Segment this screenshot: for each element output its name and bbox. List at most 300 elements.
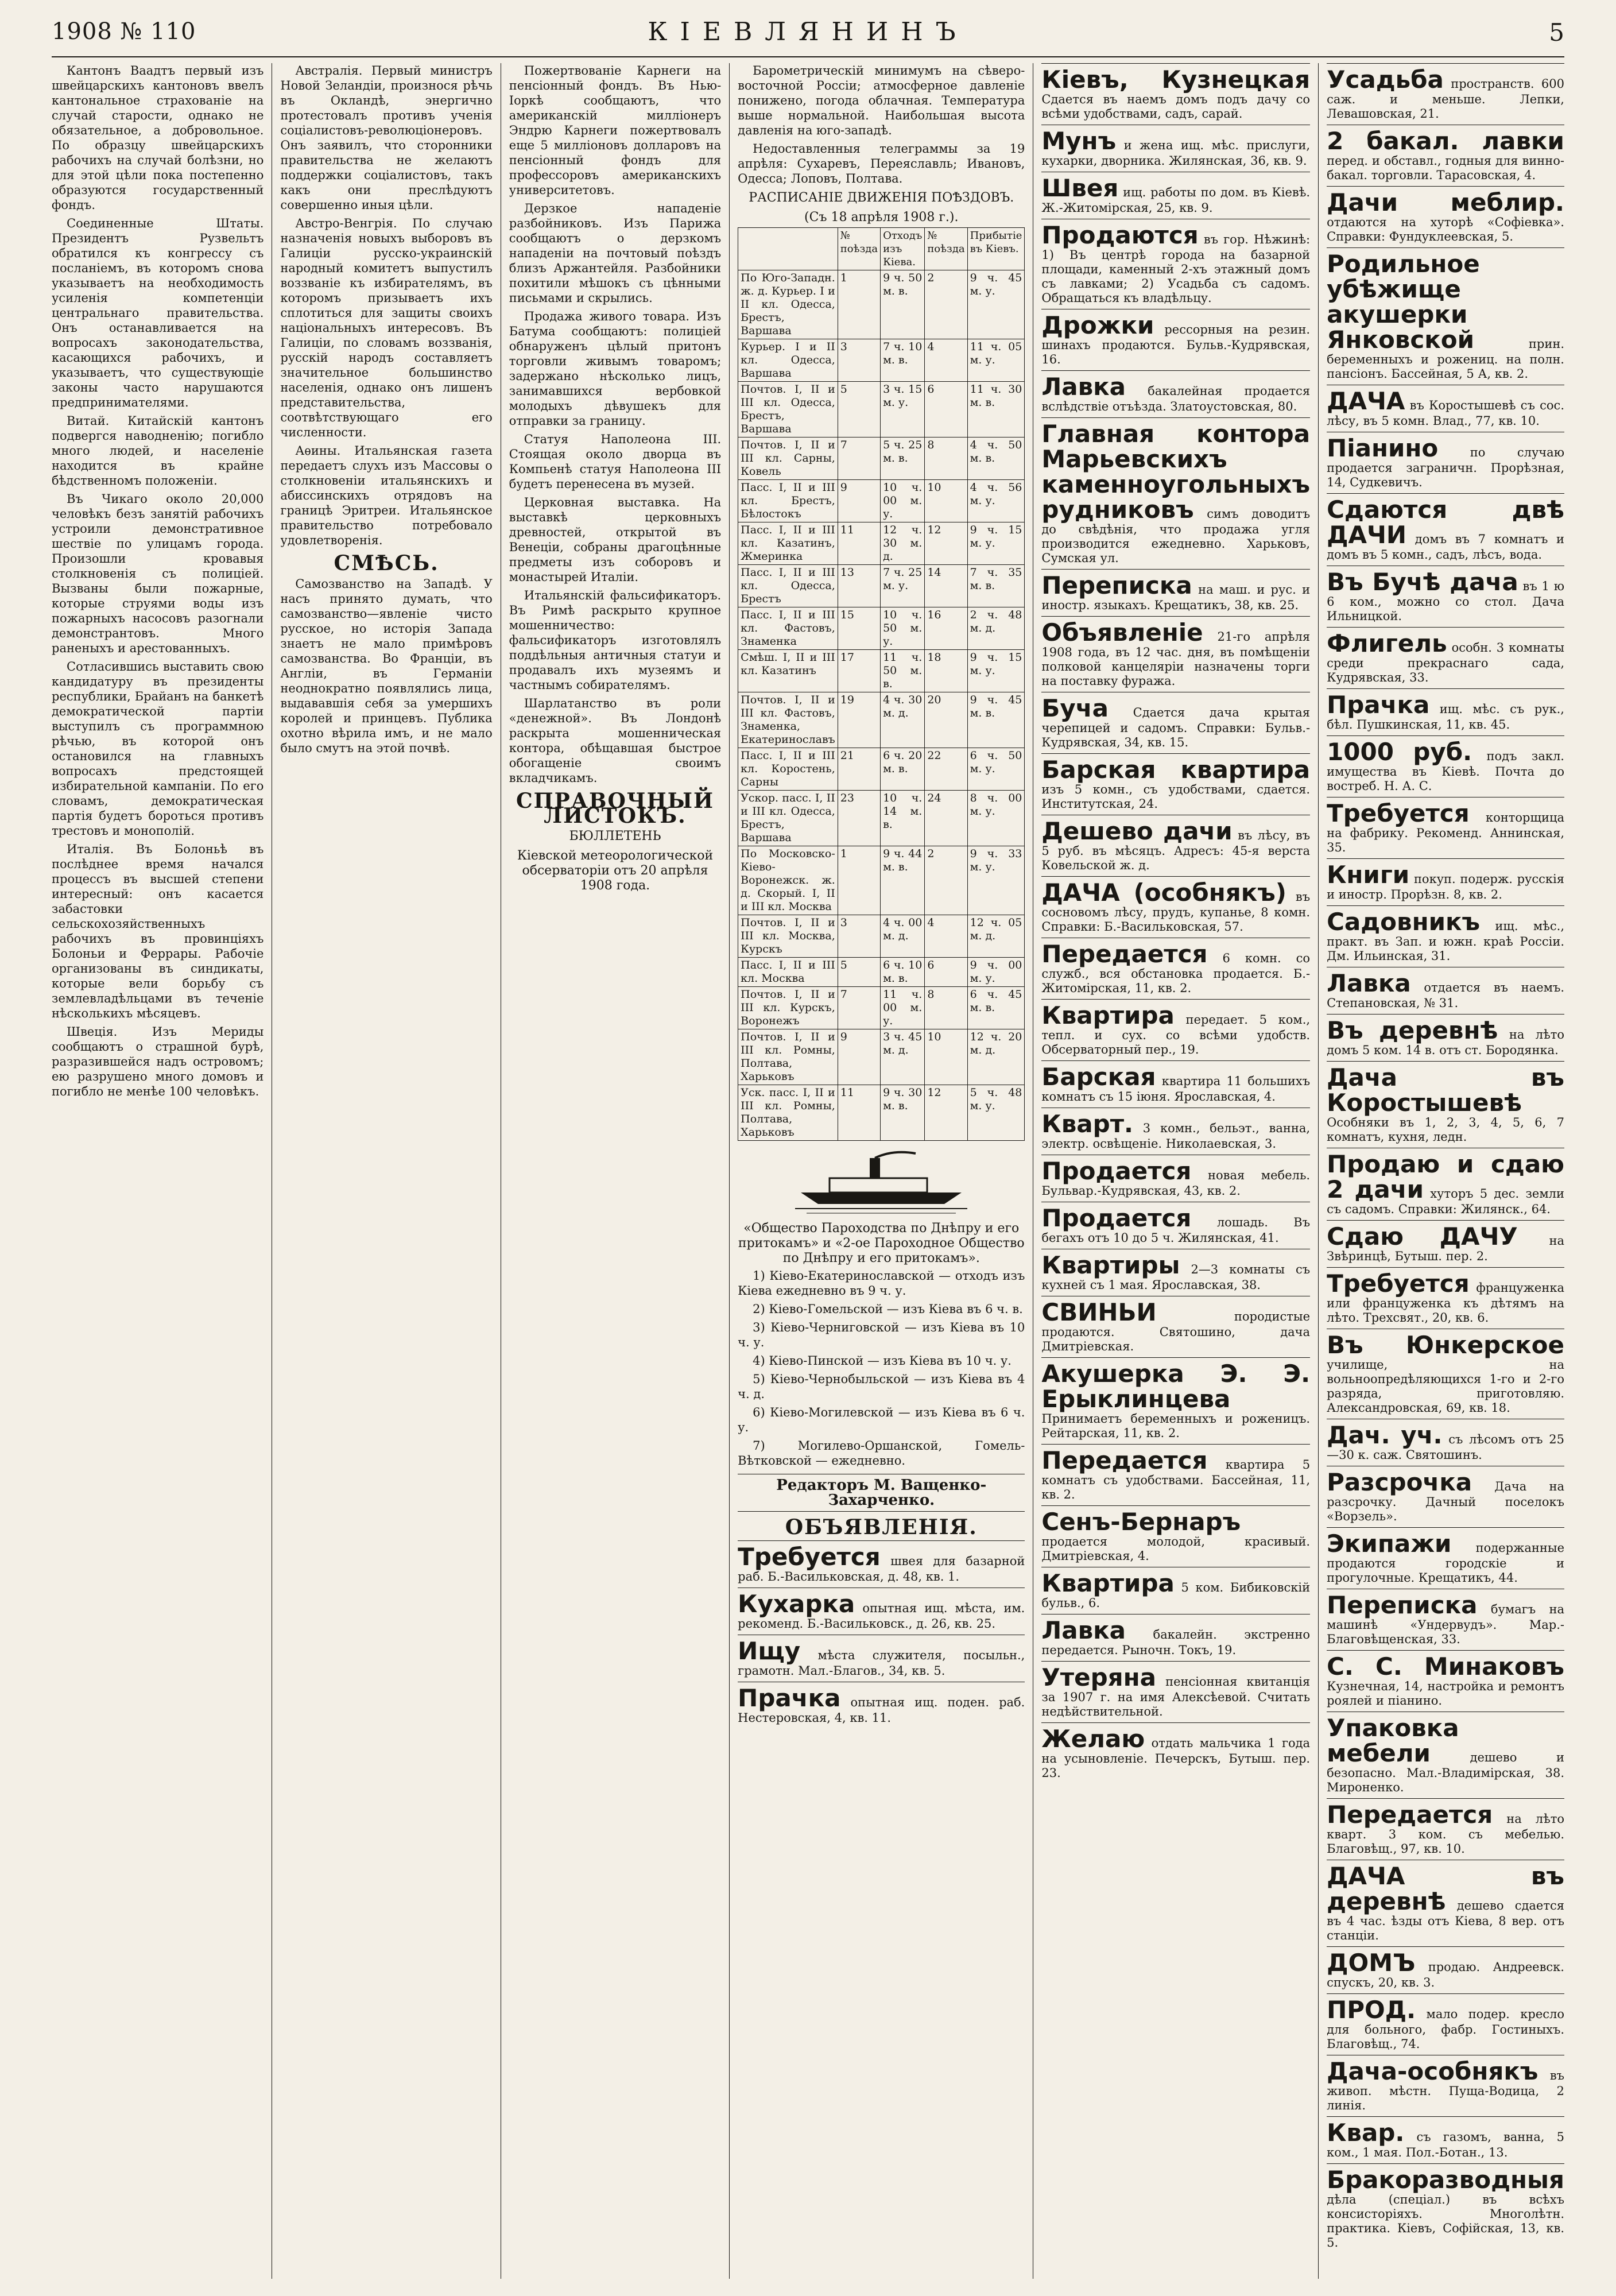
ad-headline: 1000 руб. bbox=[1327, 738, 1472, 766]
timetable-cell: 11 ч. 50 м. в. bbox=[881, 650, 925, 692]
classified-ad bbox=[1041, 1296, 1310, 1357]
classified-ad bbox=[738, 1635, 1025, 1682]
bulletin-label: БЮЛЛЕТЕНЬ bbox=[569, 829, 661, 843]
classified-ad bbox=[1327, 1329, 1564, 1419]
ad-headline: ПРОД. bbox=[1327, 1996, 1416, 2024]
timetable-row bbox=[738, 339, 1025, 382]
timetable-cell: 14 bbox=[925, 565, 967, 607]
timetable-cell: 1 bbox=[838, 270, 880, 339]
timetable-cell: Пасс. I, II и III кл. Казатинъ, Жмеринка bbox=[738, 522, 838, 565]
ad-text: и жена ищ. мѣс. прислуги, кухарки, дворника. Жилянская, 36, кв. 9. bbox=[1041, 138, 1311, 168]
timetable-cell: 9 bbox=[838, 1029, 880, 1085]
ad-headline: Сдаются двѣ ДАЧИ bbox=[1327, 495, 1564, 549]
ad-text: отдать мальчика 1 года на усыновленіе. Печерскъ, Бутыш. пер. 23. bbox=[1041, 1736, 1311, 1780]
ad-text: рессорныя на резин. шинахъ продаются. Бульв.-Кудрявская, 16. bbox=[1041, 323, 1311, 366]
article-paragraph: Шарлатанство въ роли «денежной». Въ Лондонѣ раскрыта мошенническая контора, обѣщавшая быстрое обогащеніе своимъ вкладчикамъ. bbox=[509, 696, 722, 785]
ad-headline: Кварт. bbox=[1041, 1110, 1133, 1138]
ad-text: передает. 5 ком., тепл. и сух. со всѣми удобств. Обсерваторный пер., 19. bbox=[1041, 1013, 1311, 1056]
ad-headline: Въ деревнѣ bbox=[1327, 1016, 1498, 1044]
timetable-row bbox=[738, 958, 1025, 987]
timetable-row bbox=[738, 791, 1025, 846]
classified-ad bbox=[1041, 876, 1310, 938]
timetable-cell: 15 bbox=[838, 607, 880, 650]
timetable-cell: 4 bbox=[925, 339, 967, 382]
steamer-route: 1) Кіево-Екатеринославской — отходъ изъ Кіева ежедневно въ 9 ч. у. bbox=[738, 1269, 1025, 1298]
newspaper-title: КІЕВЛЯНИНЪ bbox=[648, 17, 968, 47]
timetable-cell: 11 bbox=[838, 1085, 880, 1141]
column-6 bbox=[1318, 63, 1564, 2279]
ad-text: Кузнечная, 14, настройка и ремонтъ роялей и піанино. bbox=[1327, 1679, 1564, 1708]
ad-text: дешево сдается въ 4 час. ѣзды отъ Кіева, 8 вер. отъ станціи. bbox=[1327, 1899, 1564, 1942]
timetable-cell: Пасс. I, II и III кл. Москва bbox=[738, 958, 838, 987]
ad-headline: ДАЧА (особнякъ) bbox=[1041, 878, 1286, 907]
timetable-cell: 10 bbox=[925, 480, 967, 522]
steamer-title: «Общество Пароходства по Днѣпру и его притокамъ» и «2-ое Пароходное Общество по Днѣпру и его притокамъ». bbox=[738, 1221, 1025, 1265]
classified-ad bbox=[1041, 219, 1310, 309]
ad-text: дѣла (спеціал.) въ всѣхъ консисторіяхъ. Многолѣтн. практика. Кіевъ, Софійская, 13, кв. 5. bbox=[1327, 2193, 1564, 2249]
ad-text: бумагъ на машинѣ «Ундервудъ». Мар.-Благовѣщенская, 33. bbox=[1327, 1602, 1564, 1646]
ad-headline: Барская bbox=[1041, 1063, 1156, 1091]
ad-headline: Книги bbox=[1327, 861, 1410, 889]
reference-heading: СПРАВОЧНЫЙ ЛИСТОКЪ. bbox=[516, 789, 714, 828]
classified-ad bbox=[1041, 1202, 1310, 1249]
classified-ad bbox=[1327, 1712, 1564, 1798]
timetable-cell: 2 bbox=[925, 846, 967, 915]
classified-ad bbox=[1041, 692, 1310, 753]
timetable-cell: 9 bbox=[838, 480, 880, 522]
ad-headline: Продается bbox=[1041, 1157, 1192, 1185]
classified-ad bbox=[1327, 1061, 1564, 1148]
timetable-cell: 11 ч. 30 м. в. bbox=[967, 382, 1025, 437]
timetable-cell: 10 bbox=[925, 1029, 967, 1085]
ad-text: бакалейная продается вслѣдствіе отъѣзда. Златоустовская, 80. bbox=[1041, 384, 1311, 413]
timetable-cell: 8 ч. 00 м. у. bbox=[967, 791, 1025, 846]
ad-text: опытная ищ. мѣста, им. рекоменд. Б.-Васильковск., д. 26, кв. 25. bbox=[738, 1601, 1025, 1631]
timetable-cell: 11 ч. 05 м. у. bbox=[967, 339, 1025, 382]
classified-ad bbox=[1327, 1860, 1564, 1946]
timetable-cell: 3 bbox=[838, 915, 880, 958]
ad-headline: Главная контора Марьевскихъ каменноугольныхъ рудниковъ bbox=[1041, 420, 1311, 524]
timetable-row bbox=[738, 1029, 1025, 1085]
header-rule bbox=[52, 56, 1564, 57]
timetable-cell: 7 bbox=[838, 987, 880, 1029]
ad-text: перед. и обставл., годныя для винно-бакал. торговли. Тарасовская, 4. bbox=[1327, 154, 1564, 182]
ad-text: на лѣто кварт. 3 ком. съ мебелью. Благовѣщ., 97, кв. 10. bbox=[1327, 1812, 1564, 1856]
ad-headline: Квартиры bbox=[1041, 1251, 1180, 1279]
timetable-row bbox=[738, 1085, 1025, 1141]
steamer-route: 4) Кіево-Пинской — изъ Кіева въ 10 ч. у. bbox=[753, 1354, 1012, 1368]
ads-heading: ОБЪЯВЛЕНІЯ. bbox=[785, 1515, 978, 1539]
observatory-label: Кіевской метеорологической обсерваторіи отъ 20 апрѣля 1908 года. bbox=[517, 849, 714, 893]
ad-headline: Бракоразводныя bbox=[1327, 2166, 1564, 2194]
timetable-cell: 5 bbox=[838, 382, 880, 437]
timetable-cell: 12 bbox=[925, 522, 967, 565]
ad-headline: Прачка bbox=[1327, 691, 1430, 719]
ad-text: ищ. мѣс. съ рук., бѣл. Пушкинская, 11, кв. 45. bbox=[1327, 702, 1564, 731]
classified-ad bbox=[1327, 858, 1564, 905]
timetable-row bbox=[738, 607, 1025, 650]
ad-text: Принимаетъ беременныхъ и роженицъ. Рейтарская, 11, кв. 2. bbox=[1041, 1412, 1311, 1440]
ad-headline: Лавка bbox=[1041, 373, 1126, 401]
classified-ad bbox=[1327, 735, 1564, 797]
ad-headline: Дач. уч. bbox=[1327, 1421, 1443, 1449]
ad-headline: Прачка bbox=[738, 1684, 841, 1712]
timetable-cell: 21 bbox=[838, 748, 880, 791]
column-1 bbox=[52, 63, 272, 2279]
ad-headline: Кухарка bbox=[738, 1590, 855, 1618]
ad-text: въ лѣсу, въ 5 руб. въ мѣсяцъ. Адресъ: 45-я верста Ковельской ж. д. bbox=[1041, 828, 1311, 872]
ad-text: съ газомъ, ванна, 5 ком., 1 мая. Пол.-Ботан., 13. bbox=[1327, 2130, 1564, 2159]
ad-text: швея для базарной раб. Б.-Васильковская, д. 48, кв. 1. bbox=[738, 1554, 1025, 1583]
timetable-cell: 9 ч. 45 м. в. bbox=[967, 692, 1025, 748]
classified-ad bbox=[1041, 1444, 1310, 1505]
ad-text: отдаются на хуторѣ «Софіевка». Справки: Фундуклеевская, 5. bbox=[1327, 215, 1564, 243]
classified-ad bbox=[1041, 172, 1310, 219]
timetable-cell: 4 bbox=[925, 915, 967, 958]
classified-ad bbox=[1327, 2163, 1564, 2254]
timetable-row bbox=[738, 748, 1025, 791]
ad-headline: Усадьба bbox=[1327, 65, 1444, 94]
article-paragraph: Самозванство на Западѣ. У насъ принято думать, что самозванство—явленіе чисто русское, но исторія Запада знаетъ не мало примѣровъ самозванства. Во Франціи, въ Англіи, въ Германіи неоднократно появлялись лица, выдававшія себя за умершихъ королей и принцевъ. Публика охотно вѣрила имъ, и не мало было смутъ на этой почвѣ. bbox=[280, 577, 493, 755]
ad-headline: Передается bbox=[1041, 1446, 1208, 1474]
ad-text: въ гор. Нѣжинѣ: 1) Въ центрѣ города на базарной площади, каменный 2-хъ этажный домъ съ лавками; 2) Усадьба съ садомъ. Обращаться къ владѣльцу. bbox=[1041, 233, 1311, 305]
ad-text: мѣста служителя, посыльн., грамотн. Мал.-Благов., 34, кв. 5. bbox=[738, 1648, 1025, 1678]
timetable-cell: 5 ч. 48 м. у. bbox=[967, 1085, 1025, 1141]
timetable-cell: 9 ч. 30 м. в. bbox=[881, 1085, 925, 1141]
ad-text: на Звѣринцѣ, Бутыш. пер. 2. bbox=[1327, 1234, 1564, 1263]
classified-ad bbox=[1041, 1614, 1310, 1661]
section-heading: СМѢСЬ. bbox=[334, 551, 439, 575]
ad-text: прин. беременныхъ и рожениц. на полн. пансіонъ. Бассейная, 5 А, кв. 2. bbox=[1327, 337, 1564, 381]
timetable-cell: 4 ч. 50 м. в. bbox=[967, 437, 1025, 480]
ad-headline: Кіевъ, Кузнецкая bbox=[1041, 65, 1311, 94]
classified-ad bbox=[1041, 1722, 1310, 1784]
timetable-cell: 3 ч. 45 м. д. bbox=[881, 1029, 925, 1085]
article-paragraph: Пожертвованіе Карнеги на пенсіонный фондъ. Въ Нью-Іоркѣ сообщаютъ, что американскій милліонеръ Эндрю Карнеги пожертвовалъ еще 5 милліоновъ долларовъ на пенсіонный фондъ для профессоровъ американскихъ университетовъ. bbox=[509, 64, 722, 197]
article-paragraph: Въ Чикаго около 20,000 человѣкъ безъ занятій рабочихъ устроили демонстративное шествіе по улицамъ города. Произошли кровавыя столкновенія съ полиціей. Вызваны были пожарные, которые струями воды изъ пожарныхъ насосовъ разогнали демонстрантовъ. Много раненыхъ и арестованныхъ. bbox=[52, 492, 264, 655]
timetable-cell: Почтов. I, II и III кл. Москва, Курскъ bbox=[738, 915, 838, 958]
ad-headline: Піанино bbox=[1327, 434, 1439, 462]
article-paragraph: Итальянскій фальсификаторъ. Въ Римѣ раскрыто крупное мошенничество: фальсификаторъ изготовлялъ поддѣльныя античныя статуи и продавалъ ихъ музеямъ и частнымъ собирателямъ. bbox=[509, 588, 722, 692]
timetable-row bbox=[738, 270, 1025, 339]
classified-ad bbox=[1327, 905, 1564, 967]
ad-headline: Ищу bbox=[738, 1637, 801, 1665]
article-paragraph: Аѳины. Итальянская газета передаетъ слухъ изъ Массовы о столкновеніи итальянскихъ и абиссинскихъ отрядовъ на границѣ Эритреи. Итальянское правительство потребовало удовлетворенія. bbox=[280, 444, 493, 547]
article-paragraph: Австралія. Первый министръ Новой Зеландіи, произнося рѣчь въ Окландѣ, энергично протестовалъ противъ ученія соціалистовъ-революціонеровъ. Онъ заявилъ, что сторонники правительства не желаютъ поддержки соціалистовъ, такъ какъ они преслѣдуютъ совершенно иныя цѣли. bbox=[280, 64, 493, 212]
timetable-header: № поѣзда bbox=[838, 228, 880, 270]
timetable-row bbox=[738, 915, 1025, 958]
classified-ad bbox=[1041, 63, 1310, 125]
ad-headline: Переписка bbox=[1327, 1591, 1478, 1619]
issue-number: 1908 № 110 bbox=[52, 18, 196, 45]
timetable-cell: По Московско-Кіево-Воронежск. ж. д. Скорый. I, II и III кл. Москва bbox=[738, 846, 838, 915]
timetable-cell: 18 bbox=[925, 650, 967, 692]
ad-headline: Экипажи bbox=[1327, 1530, 1452, 1558]
ad-headline: Квар. bbox=[1327, 2119, 1405, 2147]
ad-text: въ 1 ю 6 ком., можно со стол. Дача Ильницкой. bbox=[1327, 579, 1564, 623]
ad-text: ищ. работы по дом. въ Кіевѣ. Ж.-Житомірская, 25, кв. 9. bbox=[1041, 185, 1311, 215]
timetable-cell: 9 ч. 44 м. в. bbox=[881, 846, 925, 915]
timetable-cell: 6 bbox=[925, 382, 967, 437]
timetable-cell: Пасс. I, II и III кл. Одесса, Брестъ bbox=[738, 565, 838, 607]
timetable-cell: 12 ч. 20 м. д. bbox=[967, 1029, 1025, 1085]
ad-text: новая мебель. Бульвар.-Кудрявская, 43, кв. 2. bbox=[1041, 1168, 1311, 1198]
timetable-cell: 22 bbox=[925, 748, 967, 791]
timetable-cell: 5 bbox=[838, 958, 880, 987]
ad-text: на лѣто домъ 5 ком. 14 в. отъ ст. Бородянка. bbox=[1327, 1028, 1564, 1057]
classified-ad bbox=[1041, 1661, 1310, 1722]
weather-paragraph: Барометрическій минимумъ на сѣверо-восточной Россіи; атмосферное давленіе понижено, погода облачная. Температура выше нормальной. Наибольшая высота давленія на юго-западѣ. bbox=[738, 64, 1025, 137]
ad-text: въ живоп. мѣстн. Пуща-Водица, 2 линія. bbox=[1327, 2069, 1564, 2112]
classified-ad bbox=[1327, 247, 1564, 385]
timetable-cell: 3 bbox=[838, 339, 880, 382]
ad-headline: Дрожки bbox=[1041, 311, 1154, 339]
timetable-cell: 7 ч. 10 м. в. bbox=[881, 339, 925, 382]
article-paragraph: Сотласившись выставить свою кандидатуру въ президенты республики, Брайанъ на банкетѣ демократической партіи выступилъ съ программною рѣчью, въ которой онъ остановился на главныхъ вопросахъ предстоящей избирательной кампаніи. По его словамъ, демократическая партія будетъ бороться противъ трестовъ и монополій. bbox=[52, 660, 264, 838]
classified-ad bbox=[1327, 566, 1564, 627]
classified-ad bbox=[738, 1682, 1025, 1729]
timetable-row bbox=[738, 522, 1025, 565]
ad-text: училище, на вольноопредѣляющихся 1-го и 2-го разряда, приготовляю. Александровская, 69, кв. 18. bbox=[1327, 1358, 1564, 1415]
ad-headline: Передается bbox=[1327, 1801, 1493, 1829]
ad-text: 21-го апрѣля 1908 года, въ 12 час. дня, въ помѣщеніи полковой канцеляріи назначены торги на поставку фуража. bbox=[1041, 630, 1311, 688]
ad-headline: Акушерка Э. Э. Ерыклинцева bbox=[1041, 1360, 1311, 1413]
ad-text: квартира 5 комнатъ съ удобствами. Бассейная, 11, кв. 2. bbox=[1041, 1458, 1311, 1501]
ad-headline: Мунъ bbox=[1041, 127, 1117, 155]
classified-ad bbox=[1327, 1220, 1564, 1267]
ad-text: въ Коростышевѣ съ сос. лѣсу, въ 5 комн. Влад., 77, кв. 10. bbox=[1327, 398, 1564, 428]
article-paragraph: Церковная выставка. На выставкѣ церковныхъ древностей, открытой въ Венеціи, собраны драгоцѣнные предметы изъ соборовъ и монастырей Италіи. bbox=[509, 495, 722, 584]
ad-text: ищ. мѣс., практ. въ Зап. и южн. краѣ Россіи. Дм. Ильинская, 31. bbox=[1327, 919, 1564, 963]
ad-text: домъ въ 7 комнатъ и домъ въ 5 комн., садъ, лѣсъ, вода. bbox=[1327, 532, 1564, 562]
ad-text: покуп. подерж. русскія и иностр. Прорѣзн. 8, кв. 2. bbox=[1327, 872, 1564, 901]
ad-text: подъ закл. имущества въ Кіевѣ. Почта до востреб. Н. А. С. bbox=[1327, 749, 1564, 793]
ad-headline: Флигель bbox=[1327, 629, 1447, 657]
ad-headline: Утеряна bbox=[1041, 1663, 1156, 1691]
ad-headline: Сенъ-Бернаръ bbox=[1041, 1508, 1241, 1536]
ad-text: Сдается въ наемъ домъ подъ дачу со всѣми удобствами, садъ, сарай. bbox=[1041, 92, 1311, 121]
article-paragraph: Статуя Наполеона III. Стоящая около дворца въ Компьенѣ статуя Наполеона III будетъ перенесена въ музей. bbox=[509, 432, 722, 491]
timetable-cell: 17 bbox=[838, 650, 880, 692]
ad-headline: Требуется bbox=[1327, 799, 1470, 827]
timetable-cell: 9 ч. 33 м. у. bbox=[967, 846, 1025, 915]
classified-ad bbox=[1041, 370, 1310, 417]
article-paragraph: Швеція. Изъ Мериды сообщаютъ о страшной бурѣ, разразившейся надъ островомъ; ею разрушено много домовъ и погибло не менѣе 100 человѣкъ. bbox=[52, 1025, 264, 1098]
timetable-row bbox=[738, 846, 1025, 915]
classified-ad bbox=[1041, 1567, 1310, 1614]
ad-headline: Лавка bbox=[1041, 1616, 1126, 1644]
timetable-cell: 7 ч. 35 м. в. bbox=[967, 565, 1025, 607]
ad-text: бакалейн. экстренно передается. Рыночн. Токъ, 19. bbox=[1041, 1628, 1311, 1657]
article-paragraph: Витай. Китайскій кантонъ подвергся наводненію; погибло много людей, и населеніе находится въ крайне бѣдственномъ положеніи. bbox=[52, 414, 264, 487]
ad-text: продается молодой, красивый. Дмитріевская, 4. bbox=[1041, 1535, 1311, 1563]
timetable-row bbox=[738, 565, 1025, 607]
steamer-route: 2) Кіево-Гомельской — изъ Кіева въ 6 ч. в. bbox=[753, 1302, 1023, 1316]
ad-text: отдается въ наемъ. Степановская, № 31. bbox=[1327, 981, 1564, 1010]
ad-text: особн. 3 комнаты среди прекраснаго сада, Кудрявская, 33. bbox=[1327, 641, 1564, 684]
ad-text: въ сосновомъ лѣсу, прудъ, купанье, 8 комн. Справки: Б.-Васильковская, 57. bbox=[1041, 890, 1311, 934]
column-4 bbox=[729, 63, 1033, 2279]
classified-ad bbox=[1041, 1357, 1310, 1444]
timetable-cell: 12 ч. 30 м. д. bbox=[881, 522, 925, 565]
timetable-cell: 9 ч. 50 м. в. bbox=[881, 270, 925, 339]
timetable-cell: 6 bbox=[925, 958, 967, 987]
ad-headline: Объявленіе bbox=[1041, 618, 1203, 646]
ad-text: 5 ком. Бибиковскій бульв., 6. bbox=[1041, 1581, 1311, 1610]
classified-ad bbox=[1327, 1798, 1564, 1860]
classified-ad bbox=[1327, 493, 1564, 566]
timetable-cell: 3 ч. 15 м. у. bbox=[881, 382, 925, 437]
timetable-cell: Почтов. I, II и III кл. Одесса, Брестъ, Варшава bbox=[738, 382, 838, 437]
article-paragraph: Австро-Венгрія. По случаю назначенія новыхъ выборовъ въ Галиціи русско-украинскій народный комитетъ выпустилъ воззваніе къ избирателямъ, въ которомъ призываетъ ихъ сплотиться для защиты своихъ національныхъ интересовъ. Въ Галиціи, по словамъ воззванія, русскій народъ составляетъ значительное большинство населенія, однако онъ лишенъ представительства, соотвѣтствующаго его численности. bbox=[280, 216, 493, 439]
classified-ad bbox=[1327, 1014, 1564, 1061]
page-header bbox=[52, 16, 1564, 51]
train-timetable bbox=[738, 227, 1025, 1141]
ad-text: дешево и безопасно. Мал.-Владимірская, 38. Мироненко. bbox=[1327, 1751, 1564, 1794]
classified-ad bbox=[1327, 385, 1564, 432]
ad-text: пространств. 600 саж. и меньше. Лепки, Левашовская, 21. bbox=[1327, 77, 1564, 121]
ad-headline: Лавка bbox=[1327, 969, 1411, 997]
classified-ad bbox=[738, 1540, 1025, 1588]
classified-ad bbox=[738, 1588, 1025, 1635]
classified-ad bbox=[1041, 1108, 1310, 1155]
classified-ad bbox=[1327, 1589, 1564, 1650]
timetable-header: № поѣзда bbox=[925, 228, 967, 270]
ad-headline: Буча bbox=[1041, 694, 1109, 722]
classified-ad bbox=[1041, 417, 1310, 569]
timetable-cell: Ускор. пасс. I, II и III кл. Одесса, Брестъ, Варшава bbox=[738, 791, 838, 846]
timetable-cell: Почтов. I, II и III кл. Фастовъ, Знаменка, Екатеринославъ bbox=[738, 692, 838, 748]
timetable-cell: Почтов. I, II и III кл. Ромны, Полтава, Харьковъ bbox=[738, 1029, 838, 1085]
timetable-cell: Смѣш. I, II и III кл. Казатинъ bbox=[738, 650, 838, 692]
ad-text: съ лѣсомъ отъ 25—30 к. саж. Святошинъ. bbox=[1327, 1432, 1564, 1462]
ad-text: 6 комн. со служб., вся обстановка продается. Б.-Житомірская, 11, кв. 2. bbox=[1041, 951, 1311, 995]
classified-ad bbox=[1327, 967, 1564, 1014]
ad-headline: Въ Бучѣ дача bbox=[1327, 568, 1518, 596]
ad-headline: Въ Юнкерское bbox=[1327, 1331, 1564, 1359]
timetable-row bbox=[738, 437, 1025, 480]
classified-ad bbox=[1327, 125, 1564, 186]
timetable-cell: 12 bbox=[925, 1085, 967, 1141]
timetable-cell: 10 ч. 00 м. у. bbox=[881, 480, 925, 522]
ad-text: симъ доводитъ до свѣдѣнія, что продажа угля производится ежедневно. Харьковъ, Сумская ул. bbox=[1041, 507, 1311, 565]
steamboat-icon bbox=[795, 1147, 967, 1215]
ad-text: квартира 11 большихъ комнатъ съ 15 іюня. Ярославская, 4. bbox=[1041, 1074, 1311, 1104]
timetable-subtitle: (Съ 18 апрѣля 1908 г.). bbox=[804, 210, 959, 224]
column-5 bbox=[1033, 63, 1318, 2279]
ad-text: Дача на разсрочку. Дачный поселокъ «Ворзель». bbox=[1327, 1480, 1564, 1523]
timetable-cell: Курьер. I и II кл. Одесса, Варшава bbox=[738, 339, 838, 382]
ad-headline: Требуется bbox=[1327, 1269, 1470, 1298]
ad-headline: Барская квартира bbox=[1041, 756, 1311, 784]
timetable-cell: 11 bbox=[838, 522, 880, 565]
ad-headline: Дачи меблир. bbox=[1327, 188, 1564, 216]
timetable-cell: 2 ч. 48 м. д. bbox=[967, 607, 1025, 650]
ad-text: продаю. Андреевск. спускъ, 20, кв. 3. bbox=[1327, 1960, 1564, 1989]
timetable-cell: 9 ч. 15 м. у. bbox=[967, 522, 1025, 565]
classified-ad bbox=[1041, 1155, 1310, 1202]
timetable-cell: 12 ч. 05 м. д. bbox=[967, 915, 1025, 958]
ad-text: лошадь. Въ бегахъ отъ 10 до 5 ч. Жилянская, 41. bbox=[1041, 1215, 1311, 1245]
ad-text: изъ 5 комн., съ удобствами, сдается. Институтская, 24. bbox=[1041, 783, 1311, 811]
columns bbox=[52, 63, 1564, 2279]
ad-headline: ДАЧА въ деревнѣ bbox=[1327, 1862, 1564, 1915]
timetable-cell: 20 bbox=[925, 692, 967, 748]
ad-headline: Продаются bbox=[1041, 221, 1199, 249]
ad-text: по случаю продается заграничн. Прорѣзная, 14, Судкевичъ. bbox=[1327, 446, 1564, 489]
ad-text: мало подер. кресло для больного, фабр. Гостиныхъ. Благовѣщ., 74. bbox=[1327, 2007, 1564, 2051]
ad-headline: Упаковка мебели bbox=[1327, 1714, 1459, 1767]
classified-ad bbox=[1327, 688, 1564, 735]
classified-ad bbox=[1327, 63, 1564, 125]
ad-headline: Продаю и сдаю 2 дачи bbox=[1327, 1150, 1564, 1203]
ad-headline: Родильное убѣжище акушерки Янковской bbox=[1327, 250, 1480, 354]
classified-ad bbox=[1327, 432, 1564, 493]
classified-ad bbox=[1327, 1267, 1564, 1329]
timetable-cell: 4 ч. 00 м. д. bbox=[881, 915, 925, 958]
timetable-cell: 6 ч. 10 м. в. bbox=[881, 958, 925, 987]
classified-ad bbox=[1327, 1993, 1564, 2055]
timetable-cell: 6 ч. 45 м. в. bbox=[967, 987, 1025, 1029]
timetable-cell: 19 bbox=[838, 692, 880, 748]
classified-ad bbox=[1041, 1060, 1310, 1108]
classified-ad bbox=[1041, 753, 1310, 815]
ad-headline: Требуется bbox=[738, 1543, 881, 1571]
ad-text: пенсіонная квитанція за 1907 г. на имя Алексѣевой. Считать недѣйствительной. bbox=[1041, 1675, 1311, 1718]
timetable-row bbox=[738, 692, 1025, 748]
timetable-cell: 6 ч. 20 м. в. bbox=[881, 748, 925, 791]
ad-text: на маш. и рус. и иностр. языкахъ. Крещатикъ, 38, кв. 25. bbox=[1041, 583, 1311, 612]
ad-headline: Продается bbox=[1041, 1204, 1192, 1232]
timetable-cell: 10 ч. 50 м. у. bbox=[881, 607, 925, 650]
classified-ad bbox=[1041, 1249, 1310, 1296]
classified-ad bbox=[1041, 616, 1310, 692]
timetable-cell: 7 ч. 25 м. у. bbox=[881, 565, 925, 607]
timetable-cell: 7 bbox=[838, 437, 880, 480]
classified-ad bbox=[1327, 1466, 1564, 1527]
classified-ad bbox=[1327, 797, 1564, 858]
timetable-row bbox=[738, 480, 1025, 522]
timetable-cell: 2 bbox=[925, 270, 967, 339]
article-paragraph: Италія. Въ Болоньѣ въ послѣднее время начался процессъ въ высшей степени интересный: онъ касается забастовки сельскохозяйственныхъ рабочихъ въ провинціяхъ Болоньи и Феррары. Рабочіе организованы въ синдикаты, которые вели борьбу съ землевладѣльцами въ теченіе нѣсколькихъ мѣсяцевъ. bbox=[52, 842, 264, 1020]
timetable-cell: 1 bbox=[838, 846, 880, 915]
ad-text: породистые продаются. Святошино, дача Дмитріевская. bbox=[1041, 1310, 1311, 1353]
timetable-cell: Пасс. I, II и III кл. Коростень, Сарны bbox=[738, 748, 838, 791]
article-paragraph: Продажа живого товара. Изъ Батума сообщаютъ: полиціей обнаруженъ цѣлый притонъ торговли живымъ товаромъ; задержано нѣсколько лицъ, занимавшихся вербовкой молодыхъ дѣвушекъ для отправки за границу. bbox=[509, 309, 722, 428]
classified-ad bbox=[1041, 309, 1310, 370]
ad-headline: ДОМЪ bbox=[1327, 1949, 1416, 1977]
timetable-cell: 13 bbox=[838, 565, 880, 607]
ad-text: подержанные продаются городскіе и прогулочные. Крещатикъ, 44. bbox=[1327, 1541, 1564, 1585]
column-3 bbox=[501, 63, 729, 2279]
timetable-cell: Почтов. I, II и III кл. Курскъ, Воронежъ bbox=[738, 987, 838, 1029]
ad-headline: Желаю bbox=[1041, 1725, 1145, 1753]
classified-ad bbox=[1041, 938, 1310, 999]
ad-headline: Квартира bbox=[1041, 1001, 1175, 1029]
timetable-header bbox=[738, 228, 838, 270]
weather-paragraph: Недоставленныя телеграммы за 19 апрѣля: Сухаревъ, Переяславль; Ивановъ, Одесса; Лоповъ, Полтава. bbox=[738, 142, 1025, 185]
timetable-cell: 23 bbox=[838, 791, 880, 846]
timetable-cell: 6 ч. 50 м. у. bbox=[967, 748, 1025, 791]
timetable-cell: 16 bbox=[925, 607, 967, 650]
timetable-cell: Почтов. I, II и III кл. Сарны, Ковель bbox=[738, 437, 838, 480]
timetable-title: РАСПИСАНІЕ ДВИЖЕНІЯ ПОѢЗДОВЪ. bbox=[749, 191, 1014, 205]
ad-headline: С. С. Минаковъ bbox=[1327, 1652, 1564, 1681]
classified-ad bbox=[1041, 815, 1310, 876]
ad-headline: Садовникъ bbox=[1327, 908, 1481, 936]
article-paragraph: Кантонъ Ваадтъ первый изъ швейцарскихъ кантоновъ ввелъ кантональное страхованіе на случай старости, однако не обязательное, а добровольное. По образцу швейцарскихъ рабочихъ на случай болѣзни, но для этой цѣли пока постепенно образуются государственный фондъ. bbox=[52, 64, 264, 212]
timetable-header: Прибытіе въ Кіевъ. bbox=[967, 228, 1025, 270]
